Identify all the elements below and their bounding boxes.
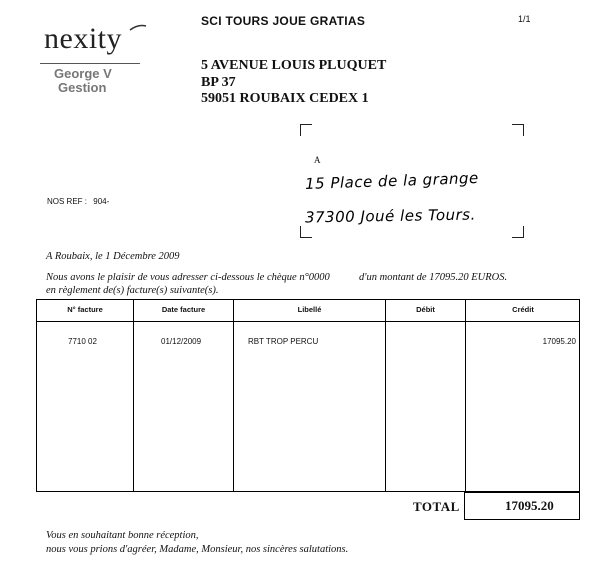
intro-text-line-2: en règlement de(s) facture(s) suivante(s). bbox=[46, 285, 219, 296]
logo-subtitle-2: Gestion bbox=[58, 80, 107, 95]
cell-invoice-no: 7710 02 bbox=[68, 337, 97, 346]
table-header-divider bbox=[37, 321, 579, 322]
window-corner-top-left bbox=[300, 124, 312, 136]
col-header-invoice-no: N° facture bbox=[67, 305, 103, 314]
logo-subtitle-1: George V bbox=[54, 66, 112, 81]
reference-label: NOS REF : bbox=[47, 197, 88, 206]
table-col-divider bbox=[385, 300, 386, 491]
cell-credit: 17095.20 bbox=[542, 337, 576, 346]
closing-line-2: nous vous prions d'agréer, Madame, Monsieur, nos sincères salutations. bbox=[46, 544, 349, 555]
place-date: A Roubaix, le 1 Décembre 2009 bbox=[46, 251, 180, 262]
cell-label: RBT TROP PERCU bbox=[248, 337, 319, 346]
cell-invoice-date: 01/12/2009 bbox=[161, 337, 202, 346]
col-header-label: Libellé bbox=[297, 305, 322, 314]
total-label: TOTAL bbox=[413, 499, 460, 514]
invoice-table bbox=[36, 299, 580, 492]
closing-line-1: Vous en souhaitant bonne réception, bbox=[46, 530, 199, 541]
window-corner-top-right bbox=[512, 124, 524, 136]
intro-text-part-1: Nous avons le plaisir de vous adresser ci-dessous le chèque n°0000 bbox=[46, 272, 330, 283]
table-col-divider bbox=[133, 300, 134, 491]
nexity-logo bbox=[38, 20, 148, 95]
logo-rule bbox=[40, 63, 140, 64]
col-header-credit: Crédit bbox=[512, 305, 534, 314]
reference-value: 904- bbox=[93, 197, 110, 206]
sender-address-line-3: 59051 ROUBAIX CEDEX 1 bbox=[201, 91, 369, 106]
col-header-invoice-date: Date facture bbox=[161, 305, 206, 314]
col-header-debit: Débit bbox=[416, 305, 435, 314]
window-corner-bottom-right bbox=[512, 226, 524, 238]
reference bbox=[47, 197, 109, 206]
handwritten-address-line-2: 37300 Joué les Tours. bbox=[304, 205, 476, 227]
intro-text-part-2: d'un montant de 17095.20 EUROS. bbox=[359, 272, 508, 283]
sender-address-line-1: 5 AVENUE LOUIS PLUQUET bbox=[201, 58, 387, 73]
total-value: 17095.20 bbox=[505, 498, 554, 513]
table-col-divider bbox=[465, 300, 466, 491]
window-corner-bottom-left bbox=[300, 226, 312, 238]
sender-address-line-2: BP 37 bbox=[201, 75, 236, 90]
company-name: SCI TOURS JOUE GRATIAS bbox=[201, 14, 366, 28]
table-col-divider bbox=[233, 300, 234, 491]
recipient-prefix: A bbox=[314, 155, 321, 165]
handwritten-address-line-1: 15 Place de la grange bbox=[304, 168, 480, 194]
page-number: 1/1 bbox=[518, 14, 531, 24]
logo-brand: nexity bbox=[44, 22, 122, 55]
